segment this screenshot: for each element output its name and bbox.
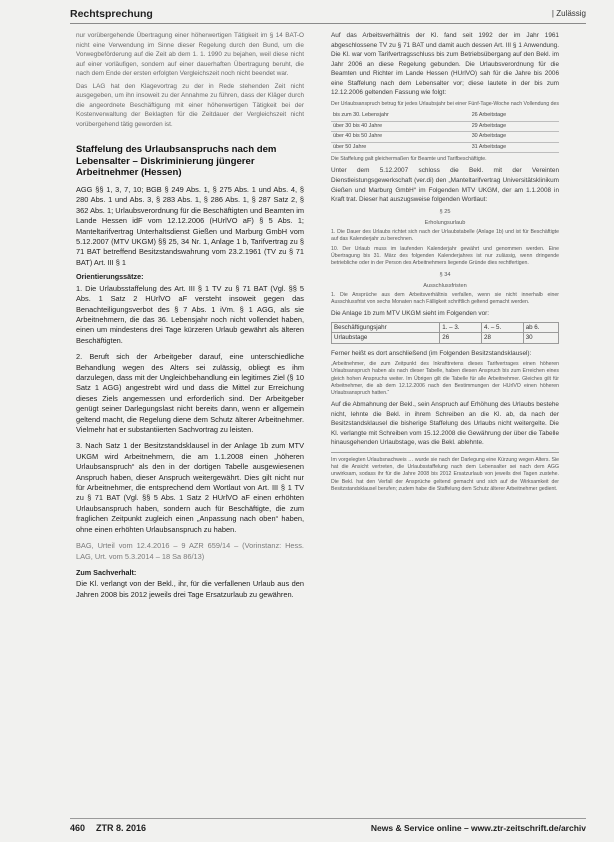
table-cell: 30 — [523, 333, 558, 344]
quoted-clause: „Arbeitnehmer, die zum Zeitpunkt des Inkrafttretens dieses Tarifvertrages einen höheren Urlaubsanspruch haben als nach dieser Tabelle, haben diesen Anspruch bis zum Erreichen eines gleich hohen Anspruchs weiter. Im Übrigen gilt die Tabelle für alle Arbeitnehmer. Gleiches gilt für Arbeitnehmer, die ab dem 12.12.2006 nach den Bestimmungen der HUrlVO einen höheren Urlaubsanspruch hatten.“ — [331, 361, 559, 397]
clause-item: 1. Die Ansprüche aus dem Arbeitsverhältnis verfallen, wenn sie nicht innerhalb einer Ausschlussfrist von sechs Monaten nach Fälligkeit schriftlich geltend gemacht werden. — [331, 291, 559, 305]
table-cell: Beschäftigungsjahr — [332, 322, 440, 333]
page-number: 460 — [70, 823, 86, 833]
body-paragraph: Unter dem 5.12.2007 schloss die Bekl. mit der Vereinten Dienstleistungsgewerkschaft (ver.di) den „Manteltarifvertrag Universitätsklinikum Gießen und Marburg GmbH“ im Folgenden MTV UKGM, der am 1.1.2008 in Kraft trat. Dieser hat auszugsweise folgenden Wortlaut: — [331, 167, 559, 204]
orientation-paragraph: 3. Nach Satz 1 der Besitzstandsklausel in der Anlage 1b zum MTV UKGM wird Arbeitnehmern, die am 1.1.2008 einen „höheren Urlaubsanspruch“ als den in der dortigen Tabelle ausgewiesenen Anspruch haben, dieser Anspruch weitergewährt. Dies gilt nicht nur für Arbeitnehmer, die entsprechend dem Wortlaut von Art. III § 1 TV zu § 71 BAT (Vgl. §§ 5 Abs. 1 Satz 2 HUrlVO aF einen erhöhten Urlaubsanspruch haben, sondern auch für Beschäftigte, die zum fraglichen Zeitpunkt zugleich einen „Anpassung nach oben“ haben, ohne einen erhöhten Urlaubsanspruch zu haben. — [76, 441, 304, 534]
section-tag: | Zulässig — [551, 9, 586, 18]
clause-item: 10. Der Urlaub muss im laufenden Kalenderjahr gewährt und genommen werden. Eine Übertragung bis 31. März des folgenden Kalenderjahres ist nur zulässig, wenn dringende betriebliche oder in der Person des Arbeitnehmers liegende Gründe dies rechtfertigen. — [331, 246, 559, 267]
issue-label: ZTR 8. 2016 — [96, 823, 147, 833]
body-paragraph-small: Der Urlaubsanspruch betrug für jedes Urlaubsjahr bei einer Fünf-Tage-Woche nach Vollendung des — [331, 100, 559, 107]
clause-title: Ausschlussfristen — [423, 283, 467, 290]
left-column — [76, 31, 304, 811]
facts-paragraph: Die Kl. verlangt von der Bekl., ihr, für die verfallenen Urlaub aus den Jahren 2008 bis 2012 jeweils drei Tage Ersatzurlaub zu gewähren. — [76, 579, 304, 599]
norms-list: AGG §§ 1, 3, 7, 10; BGB § 249 Abs. 1, § 275 Abs. 1 und Abs. 4, § 280 Abs. 1 und Abs. 3, § 283 Abs. 1, § 286 Abs. 1, § 287 Satz 2, § 362 Abs. 1; Urlaubsverordnung für die Beschäftigten und Beamten im Lande Hessen idF vom 12.12.2006 (HUrlVO aF) § 5 Abs. 1; Manteltarifvertrag Unterhaltsdienst Gießen und Marburg GmbH vom 5.12.2007 (MTV UKGM) §§ 25, 34 Nr. 1, Anlage 1 b, Tarifvertrag zu § 71 BAT betreffend Besitzstandswahrung vom 23.2.1961 (TV zu § 71 BAT) Art. III § 1 — [76, 184, 304, 267]
body-paragraph: Auf die Abmahnung der Bekl., sein Anspruch auf Erhöhung des Urlaubs bestehe nicht, lehnte die Bekl. in ihrem Schreiben an die Kl. ab, da nach der Besitzstandsklausel die bisherige Staffelung des Urlaubs nicht weitergelte. Die Kl. verlangte mit Schreiben vom 15.12.2008 die Gewährung der über die Tabelle hinausgehenden Urlaubstage, was die Bekl. ablehnte. — [331, 401, 559, 447]
body-paragraph: Auf das Arbeitsverhältnis der Kl. fand seit 1992 der im Jahr 1961 abgeschlossene TV zu § 71 BAT und damit auch dessen Art. III § 1 Anwendung. Die Kl. war vom Tarifvertragsschluss bis zum Betriebsübergang auf den Bekl. im Jahr 2006 an diese Regelung gebunden. Die Urlaubsverordnung für die Beamten und Richter im Lande Hessen (HUrlVO) sah für die Jahre bis 2006 eine Staffelung nach dem Lebensalter vor; diese lautete in der bis zum 12.12.2006 geltenden Fassung wie folgt: — [331, 32, 559, 97]
intro-paragraph: nur vorübergehende Übertragung einer höherwertigen Tätigkeit im § 14 BAT-O nicht eine Verwendung im Sinne dieser Regelung durch den Bund, um die Vorwegbeförderung auf die Zeit ab dem 1. 1. 1990 zu bejahen, weil diese nicht auf einer vorläufigen, sondern auf einer dauerhaften Übertragung beruht, die nach dem Ende der ersten erfolgten Vergleichszeit noch nicht beendet war. — [76, 32, 304, 78]
table-cell: 26 — [440, 333, 482, 344]
table-cell: ab 6. — [523, 322, 558, 333]
table-cell: über 40 bis 50 Jahre — [331, 132, 470, 143]
right-column — [331, 31, 559, 816]
footer-rule — [70, 818, 586, 819]
clause-title: Erholungsurlaub — [424, 220, 466, 227]
clause-number: § 25 — [439, 208, 451, 215]
table-row — [332, 322, 559, 333]
table-cell: 4. – 5. — [482, 322, 524, 333]
case-citation: BAG, Urteil vom 12.4.2016 – 9 AZR 659/14 – (Vorinstanz: Hess. LAG, Urt. vom 5.3.2014 – 18 Sa 86/13) — [76, 541, 304, 561]
table-row — [331, 132, 559, 143]
table-cell: über 50 Jahre — [331, 142, 470, 153]
table-cell: Urlaubstage — [332, 333, 440, 344]
clause-item: 1. Die Dauer des Urlaubs richtet sich nach der Urlaubstabelle (Anlage 1b) und ist für Beschäftigte auf das Kalenderjahr zu berechnen. — [331, 228, 559, 242]
orientation-heading: Orientierungssätze: — [76, 272, 144, 282]
table-row — [331, 142, 559, 153]
orientation-paragraph: 1. Die Urlaubsstaffelung des Art. III § 1 TV zu § 71 BAT (Vgl. §§ 5 Abs. 1 Satz 2 HUrlVO aF versteht insoweit gegen das Benachteiligungsverbot des § 7 Abs. 1 iVm. § 1 AGG, als sie Arbeitnehmern, die das 36. Lebensjahr noch nicht vollendet haben, einen um mindestens drei Tage kürzeren Urlaub gewährt als älteren Beschäftigten. — [76, 283, 304, 345]
table-cell: 28 — [482, 333, 524, 344]
facts-heading: Zum Sachverhalt: — [76, 567, 137, 577]
table-cell: 31 Arbeitstage — [470, 142, 559, 153]
body-paragraph: Ferner heißt es dort anschließend (im Folgenden Besitzstandsklausel): — [331, 349, 532, 357]
table-cell: über 30 bis 40 Jahre — [331, 121, 470, 132]
header-rule — [70, 23, 586, 24]
table-row — [332, 333, 559, 344]
body-paragraph-small: Im vorgelegten Urlaubsnachweis … wurde sie nach der Darlegung eine Kürzung wegen Alters. Sie hat die Ansicht vertreten, die Urlaubsstaffelung nach dem Lebensalter sei nach dem AGG unwirksam, sodass ihr für die Jahre 2008 bis 2012 Ersatzurlaub von jeweils drei Tagen zustehe. Die Bekl. hat den Verfall der Ansprüche geltend gemacht und sich auf die Wirksamkeit der Besitzstandsklausel berufen; zudem habe die Staffelung dem Schutz älterer Arbeitnehmer gedient. — [331, 456, 559, 492]
table-row — [331, 111, 559, 121]
orientation-paragraph: 2. Beruft sich der Arbeitgeber darauf, eine unterschiedliche Behandlung wegen des Alters sei zulässig, obliegt es ihm darzulegen, dass mit der Ungleichbehandlung ein legitimes Ziel (§ 10 Satz 1 AGG) angestrebt wird und dass die Mittel zur Erreichung dieses Ziels angemessen und erforderlich sind. Der Arbeitgeber genügt seiner Darlegungslast nicht bereits dann, wenn er allgemein geltend macht, die Regelung diene dem Schutz älterer Arbeitnehmer. Vielmehr hat er substantiierten Sachvortrag zu leisten. — [76, 352, 304, 435]
table-cell: 29 Arbeitstage — [470, 121, 559, 132]
clause-number: § 34 — [439, 271, 451, 278]
decision-title: Staffelung des Urlaubsanspruchs nach dem Lebensalter – Diskriminierung jüngerer Arbeitnehmer (Hessen) — [76, 144, 277, 179]
table-intro: Die Anlage 1b zum MTV UKGM sieht im Folgenden vor: — [331, 310, 490, 318]
table-note: Die Staffelung galt gleichermaßen für Beamte und Tarifbeschäftigte. — [331, 156, 487, 163]
table-row — [331, 121, 559, 132]
divider — [331, 452, 559, 453]
table-cell: 1. – 3. — [440, 322, 482, 333]
table-cell: bis zum 30. Lebensjahr — [331, 111, 470, 121]
intro-paragraph: Das LAG hat den Klagevortrag zu der in Rede stehenden Zeit nicht ausgegeben, um ihn insoweit zu der Annahme zu führen, dass der Kläger durch die angeordnete Beschäftigung mit einer höherwertigen Tätigkeit bei der Kostenverwaltung der Beklagten für die Zeitdauer der Vergleichszeit nicht vorübergehend tätig geworden ist. — [76, 82, 304, 128]
footer-website: News & Service online – www.ztr-zeitschrift.de/archiv — [370, 823, 586, 833]
leave-age-table — [331, 111, 559, 153]
table-cell: 30 Arbeitstage — [470, 132, 559, 143]
table-cell: 26 Arbeitstage — [470, 111, 559, 121]
leave-schedule-table — [331, 322, 559, 344]
section-header: Rechtsprechung — [70, 8, 153, 20]
